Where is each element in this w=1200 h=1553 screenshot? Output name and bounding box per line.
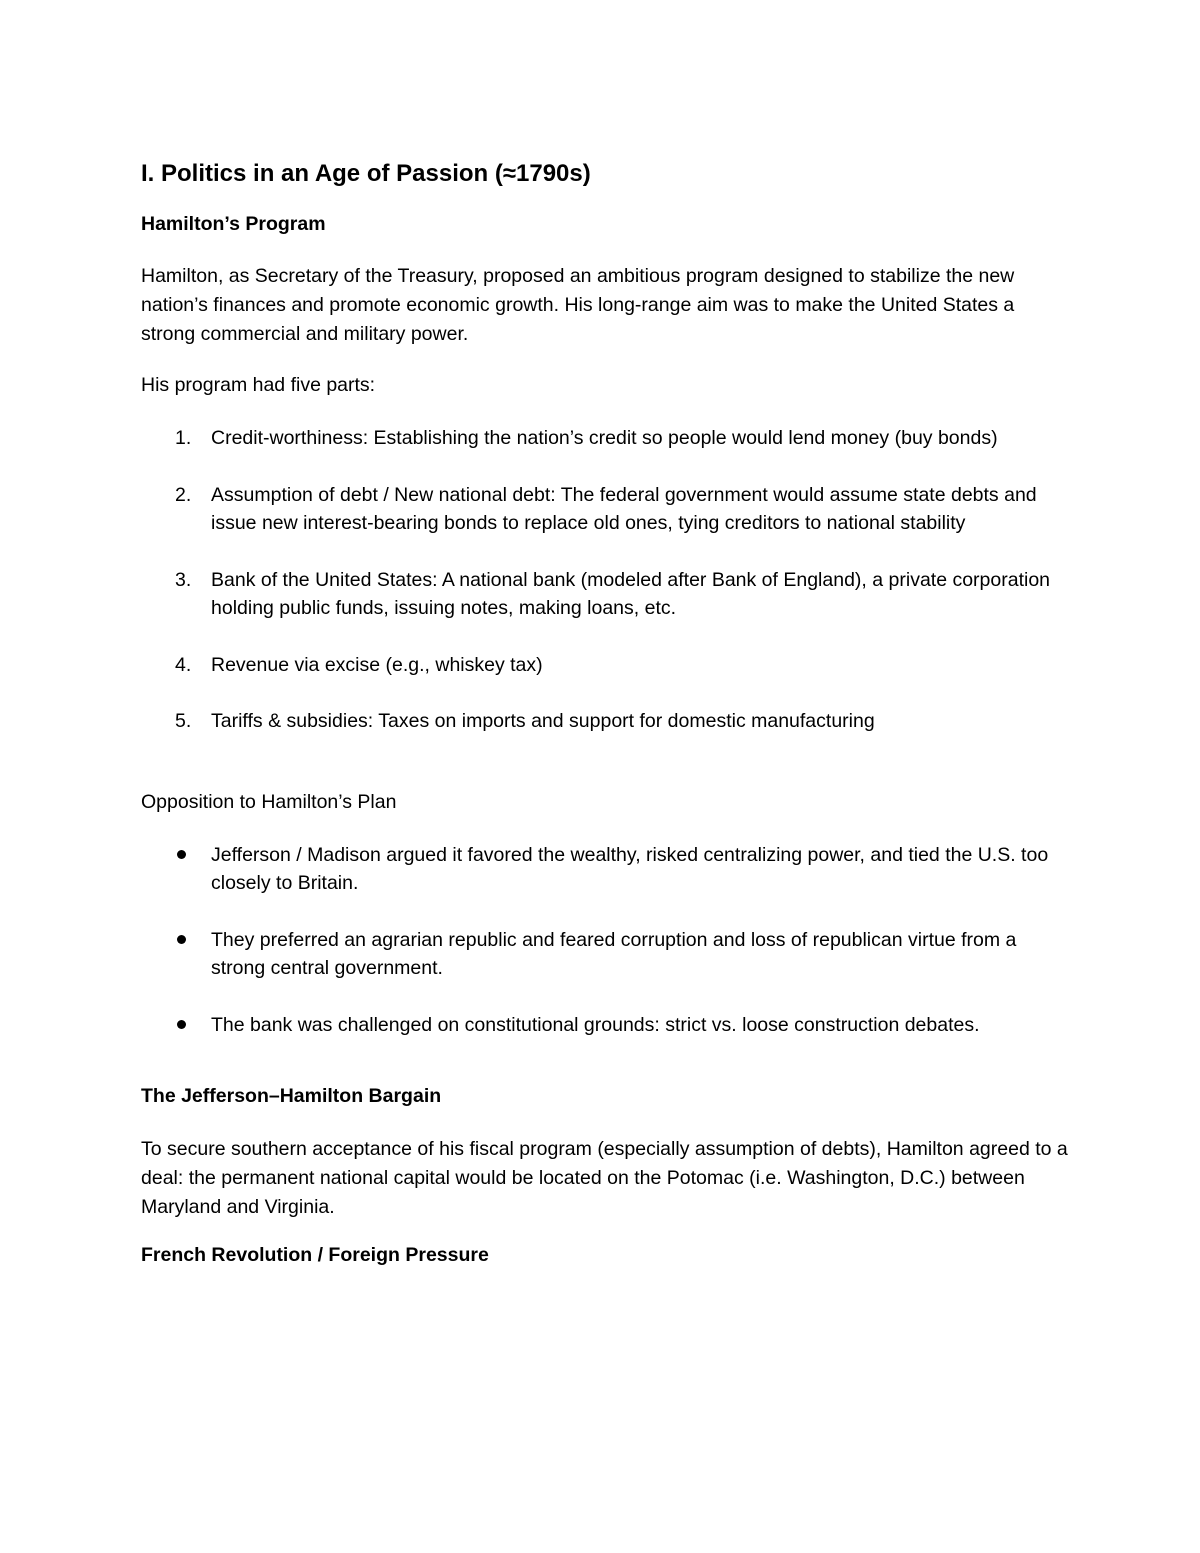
section-heading-jefferson-hamilton-bargain: The Jefferson–Hamilton Bargain [141, 1085, 442, 1108]
list-item [141, 1011, 1071, 1040]
list-item [141, 566, 1071, 623]
spacer [141, 764, 1071, 788]
program-parts-list [141, 424, 1071, 736]
paragraph-hamilton-intro: Hamilton, as Secretary of the Treasury, proposed an ambitious program designed to stabilize the new nation’s finances and promote economic growth. His long-range aim was to make the United States a strong commercial and military power. [141, 265, 1015, 346]
bullet-icon [177, 1011, 203, 1040]
paragraph-program-lead: His program had five parts: [141, 374, 376, 397]
list-item [141, 481, 1071, 538]
document-page [141, 160, 1071, 1293]
spacer [141, 1067, 1071, 1085]
list-number: 2. [175, 483, 192, 506]
list-item-text: Revenue via excise (e.g., whiskey tax) [211, 653, 543, 676]
list-item-text: They preferred an agrarian republic and feared corruption and loss of republican virtue from a strong central government. [211, 928, 1017, 980]
bullet-icon [177, 841, 203, 870]
list-item-text: Assumption of debt / New national debt: The federal government would assume state debts and issue new interest-bearing bonds to replace old ones, tying creditors to national stability [211, 483, 1037, 535]
list-item-text: Bank of the United States: A national bank (modeled after Bank of England), a private corporation holding public funds, issuing notes, making loans, etc. [211, 568, 1051, 620]
list-item [141, 926, 1071, 983]
list-number: 5. [175, 710, 192, 733]
paragraph-bargain: To secure southern acceptance of his fiscal program (especially assumption of debts), Hamilton agreed to a deal: the permanent national capital would be located on the Potomac (i.e. Washington, D.C.) between Maryland and Virginia. [141, 1137, 1068, 1218]
list-number: 3. [175, 568, 192, 591]
list-item-text: Jefferson / Madison argued it favored the wealthy, risked centralizing power, and tied the U.S. too closely to Britain. [211, 843, 1049, 895]
list-item [141, 707, 1071, 736]
paragraph-opposition-heading: Opposition to Hamilton’s Plan [141, 790, 397, 813]
list-number: 1. [175, 427, 192, 450]
list-item [141, 424, 1071, 453]
bullet-icon [177, 926, 203, 955]
list-item-text: The bank was challenged on constitutional grounds: strict vs. loose construction debates. [211, 1013, 980, 1036]
list-item [141, 841, 1071, 898]
list-item-text: Tariffs & subsidies: Taxes on imports and support for domestic manufacturing [211, 710, 875, 733]
list-number: 4. [175, 653, 192, 676]
document-title: I. Politics in an Age of Passion (≈1790s) [141, 160, 591, 187]
list-item [141, 651, 1071, 680]
section-heading-hamiltons-program: Hamilton’s Program [141, 212, 326, 235]
list-item-text: Credit-worthiness: Establishing the nation’s credit so people would lend money (buy bonds) [211, 427, 998, 450]
section-heading-french-revolution: French Revolution / Foreign Pressure [141, 1243, 489, 1266]
opposition-points-list [141, 841, 1071, 1040]
